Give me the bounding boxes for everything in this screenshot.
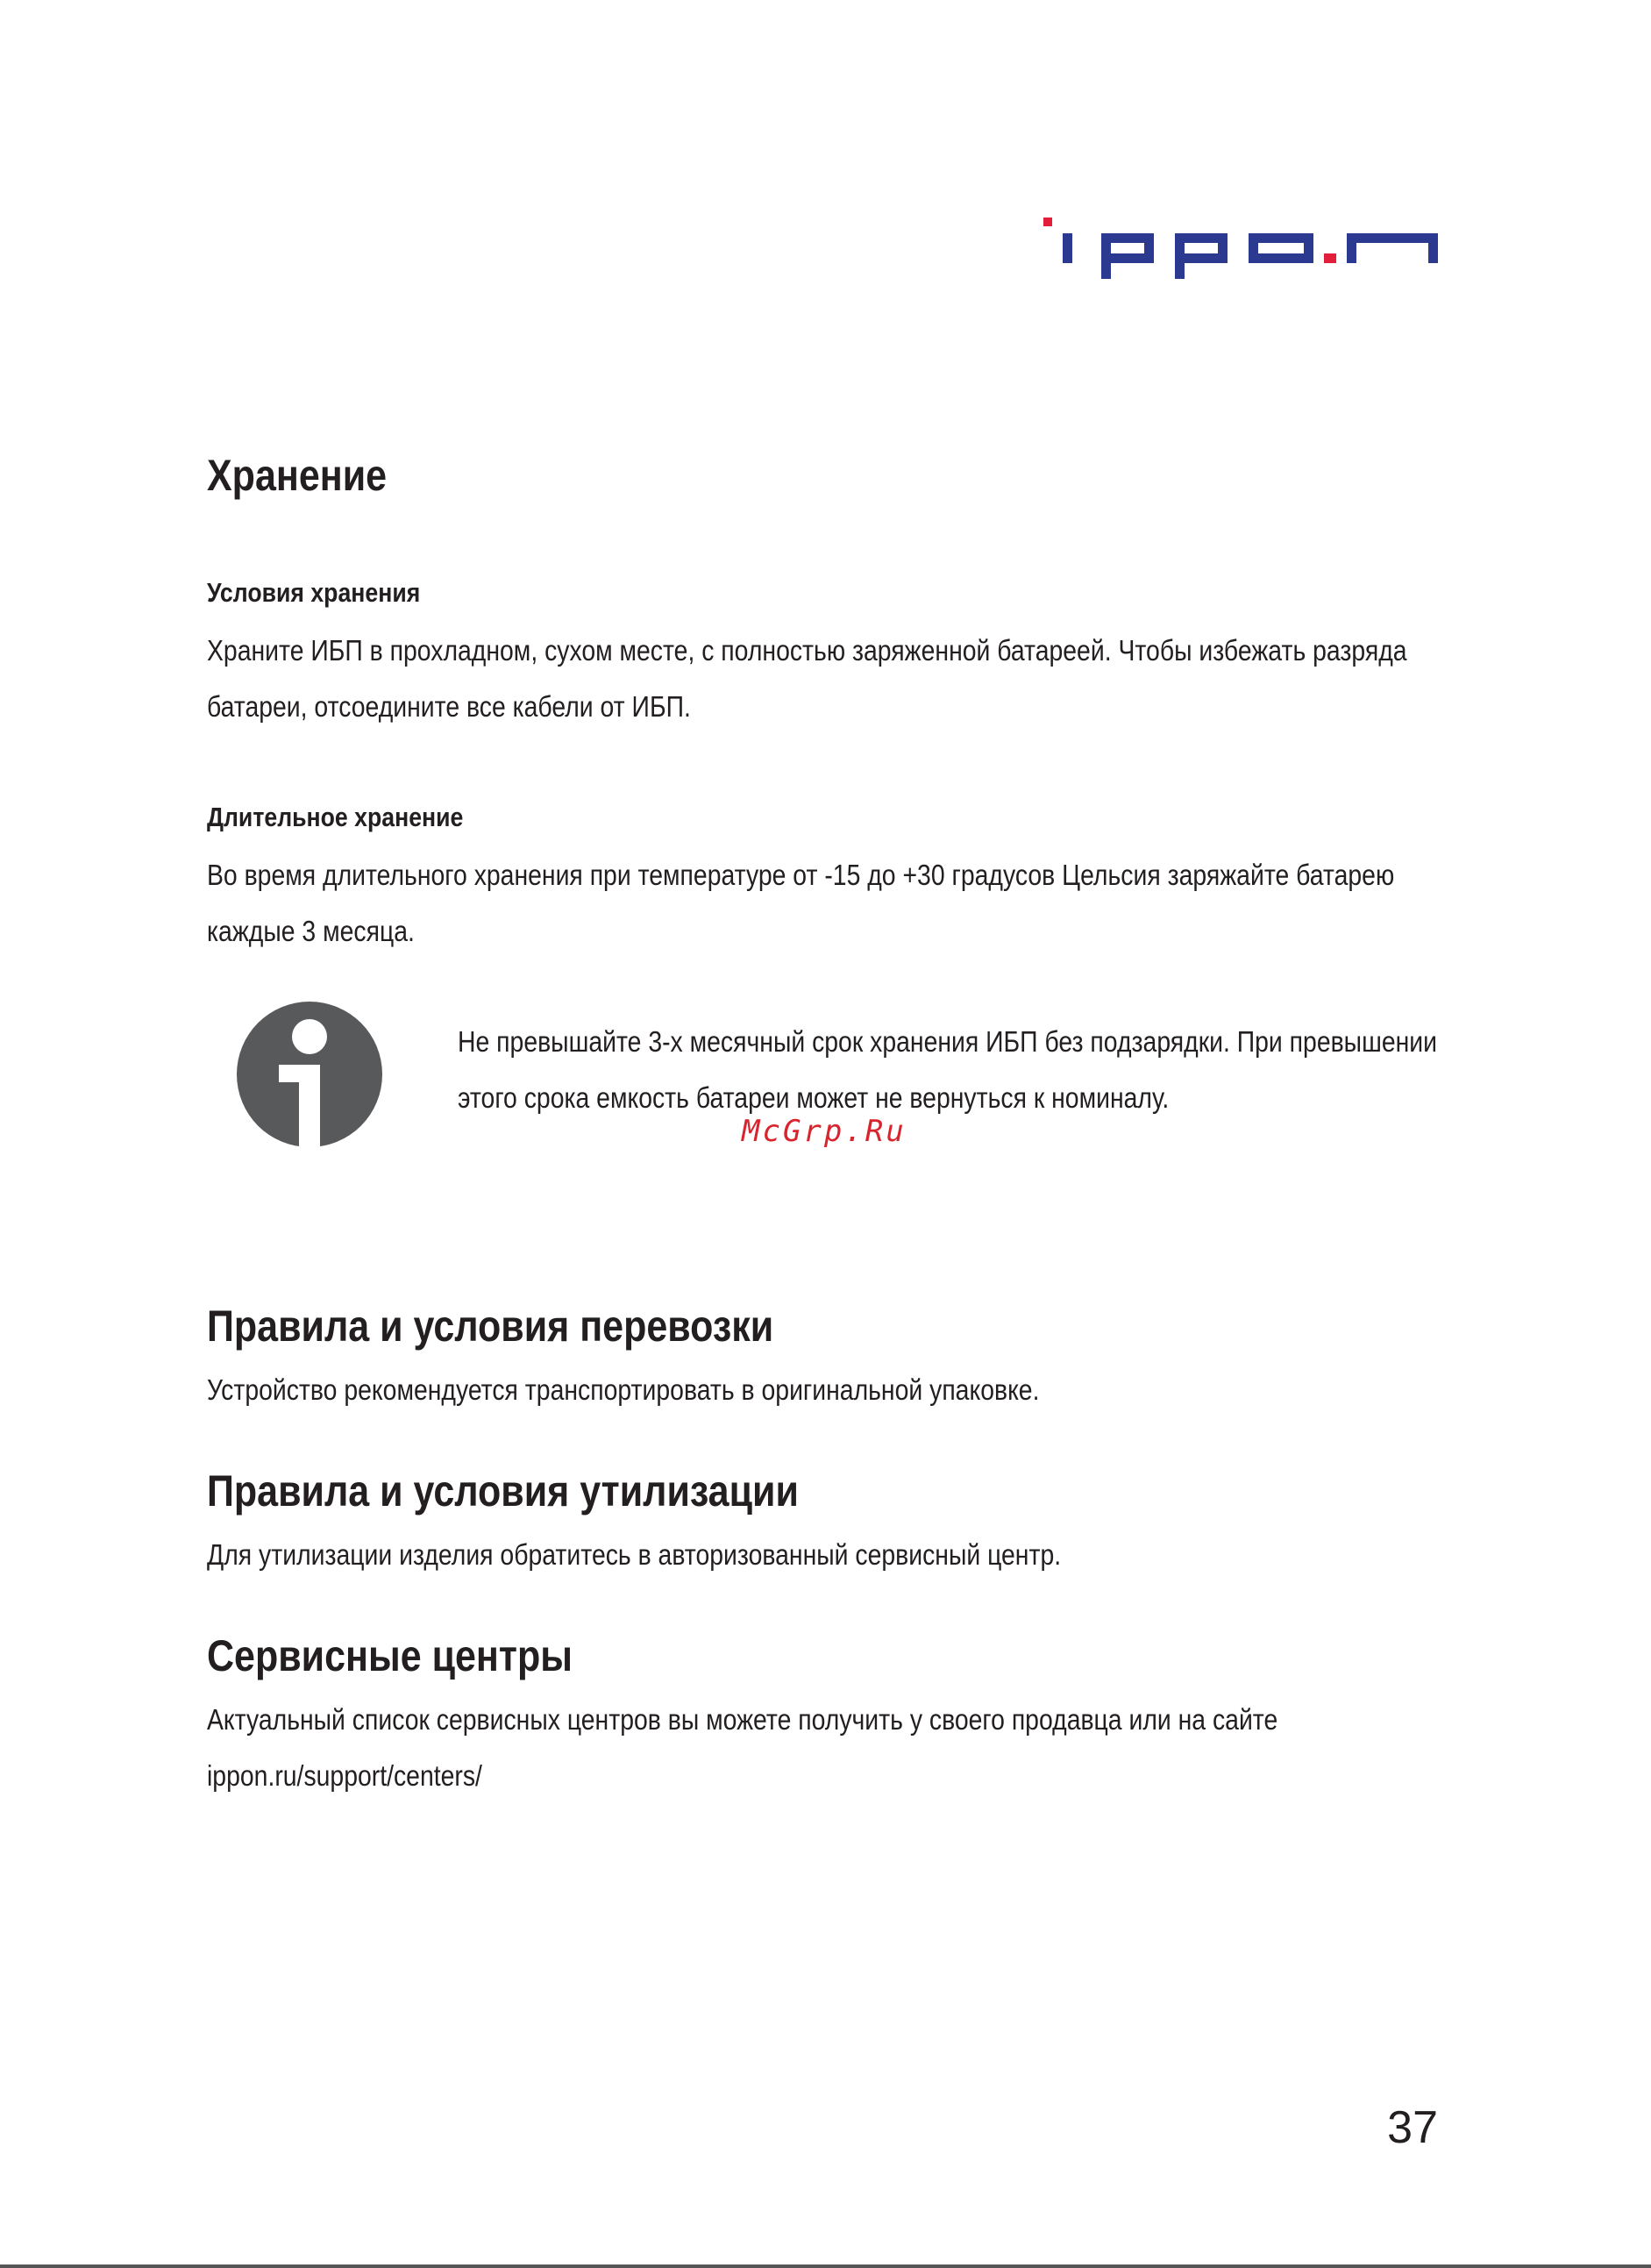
storage-title: Хранение	[207, 451, 388, 500]
service-centers-line: Актуальный список сервисных центров вы можете получить у своего продавца или на сайте	[207, 1703, 1278, 1736]
storage-conditions-text	[207, 623, 1407, 735]
page-bottom-edge	[0, 2264, 1651, 2268]
watermark: McGrp.Ru	[742, 1114, 907, 1149]
storage-note-line: Не превышайте 3-х месячный срок хранения ИБП без подзарядки. При превышении	[458, 1025, 1438, 1058]
longterm-storage-line: каждые 3 месяца.	[207, 915, 415, 947]
storage-conditions-line: батареи, отсоедините все кабели от ИБП.	[207, 690, 691, 723]
disposal-text: Для утилизации изделия обратитесь в авторизованный сервисный центр.	[207, 1538, 1062, 1571]
transport-title: Правила и условия перевозки	[207, 1302, 774, 1351]
storage-conditions-heading: Условия хранения	[207, 577, 421, 608]
storage-note	[458, 1014, 1437, 1126]
info-icon	[237, 1002, 382, 1147]
page-number: 37	[1387, 2102, 1438, 2153]
longterm-storage-text	[207, 847, 1394, 959]
storage-conditions-line: Храните ИБП в прохладном, сухом месте, с полностью заряженной батареей. Чтобы избежать разряда	[207, 634, 1407, 667]
service-centers-link[interactable]: ippon.ru/support/centers/	[207, 1759, 482, 1792]
transport-text: Устройство рекомендуется транспортировать в оригинальной упаковке.	[207, 1373, 1040, 1406]
service-centers-title: Сервисные центры	[207, 1631, 573, 1680]
service-centers-text	[207, 1692, 1277, 1804]
ippon-logo	[1043, 218, 1438, 279]
longterm-storage-heading: Длительное хранение	[207, 802, 464, 832]
storage-note-line: этого срока емкость батареи может не вернуться к номиналу.	[458, 1081, 1170, 1114]
longterm-storage-line: Во время длительного хранения при температуре от -15 до +30 градусов Цельсия заряжайте батарею	[207, 859, 1395, 891]
disposal-title: Правила и условия утилизации	[207, 1466, 799, 1516]
